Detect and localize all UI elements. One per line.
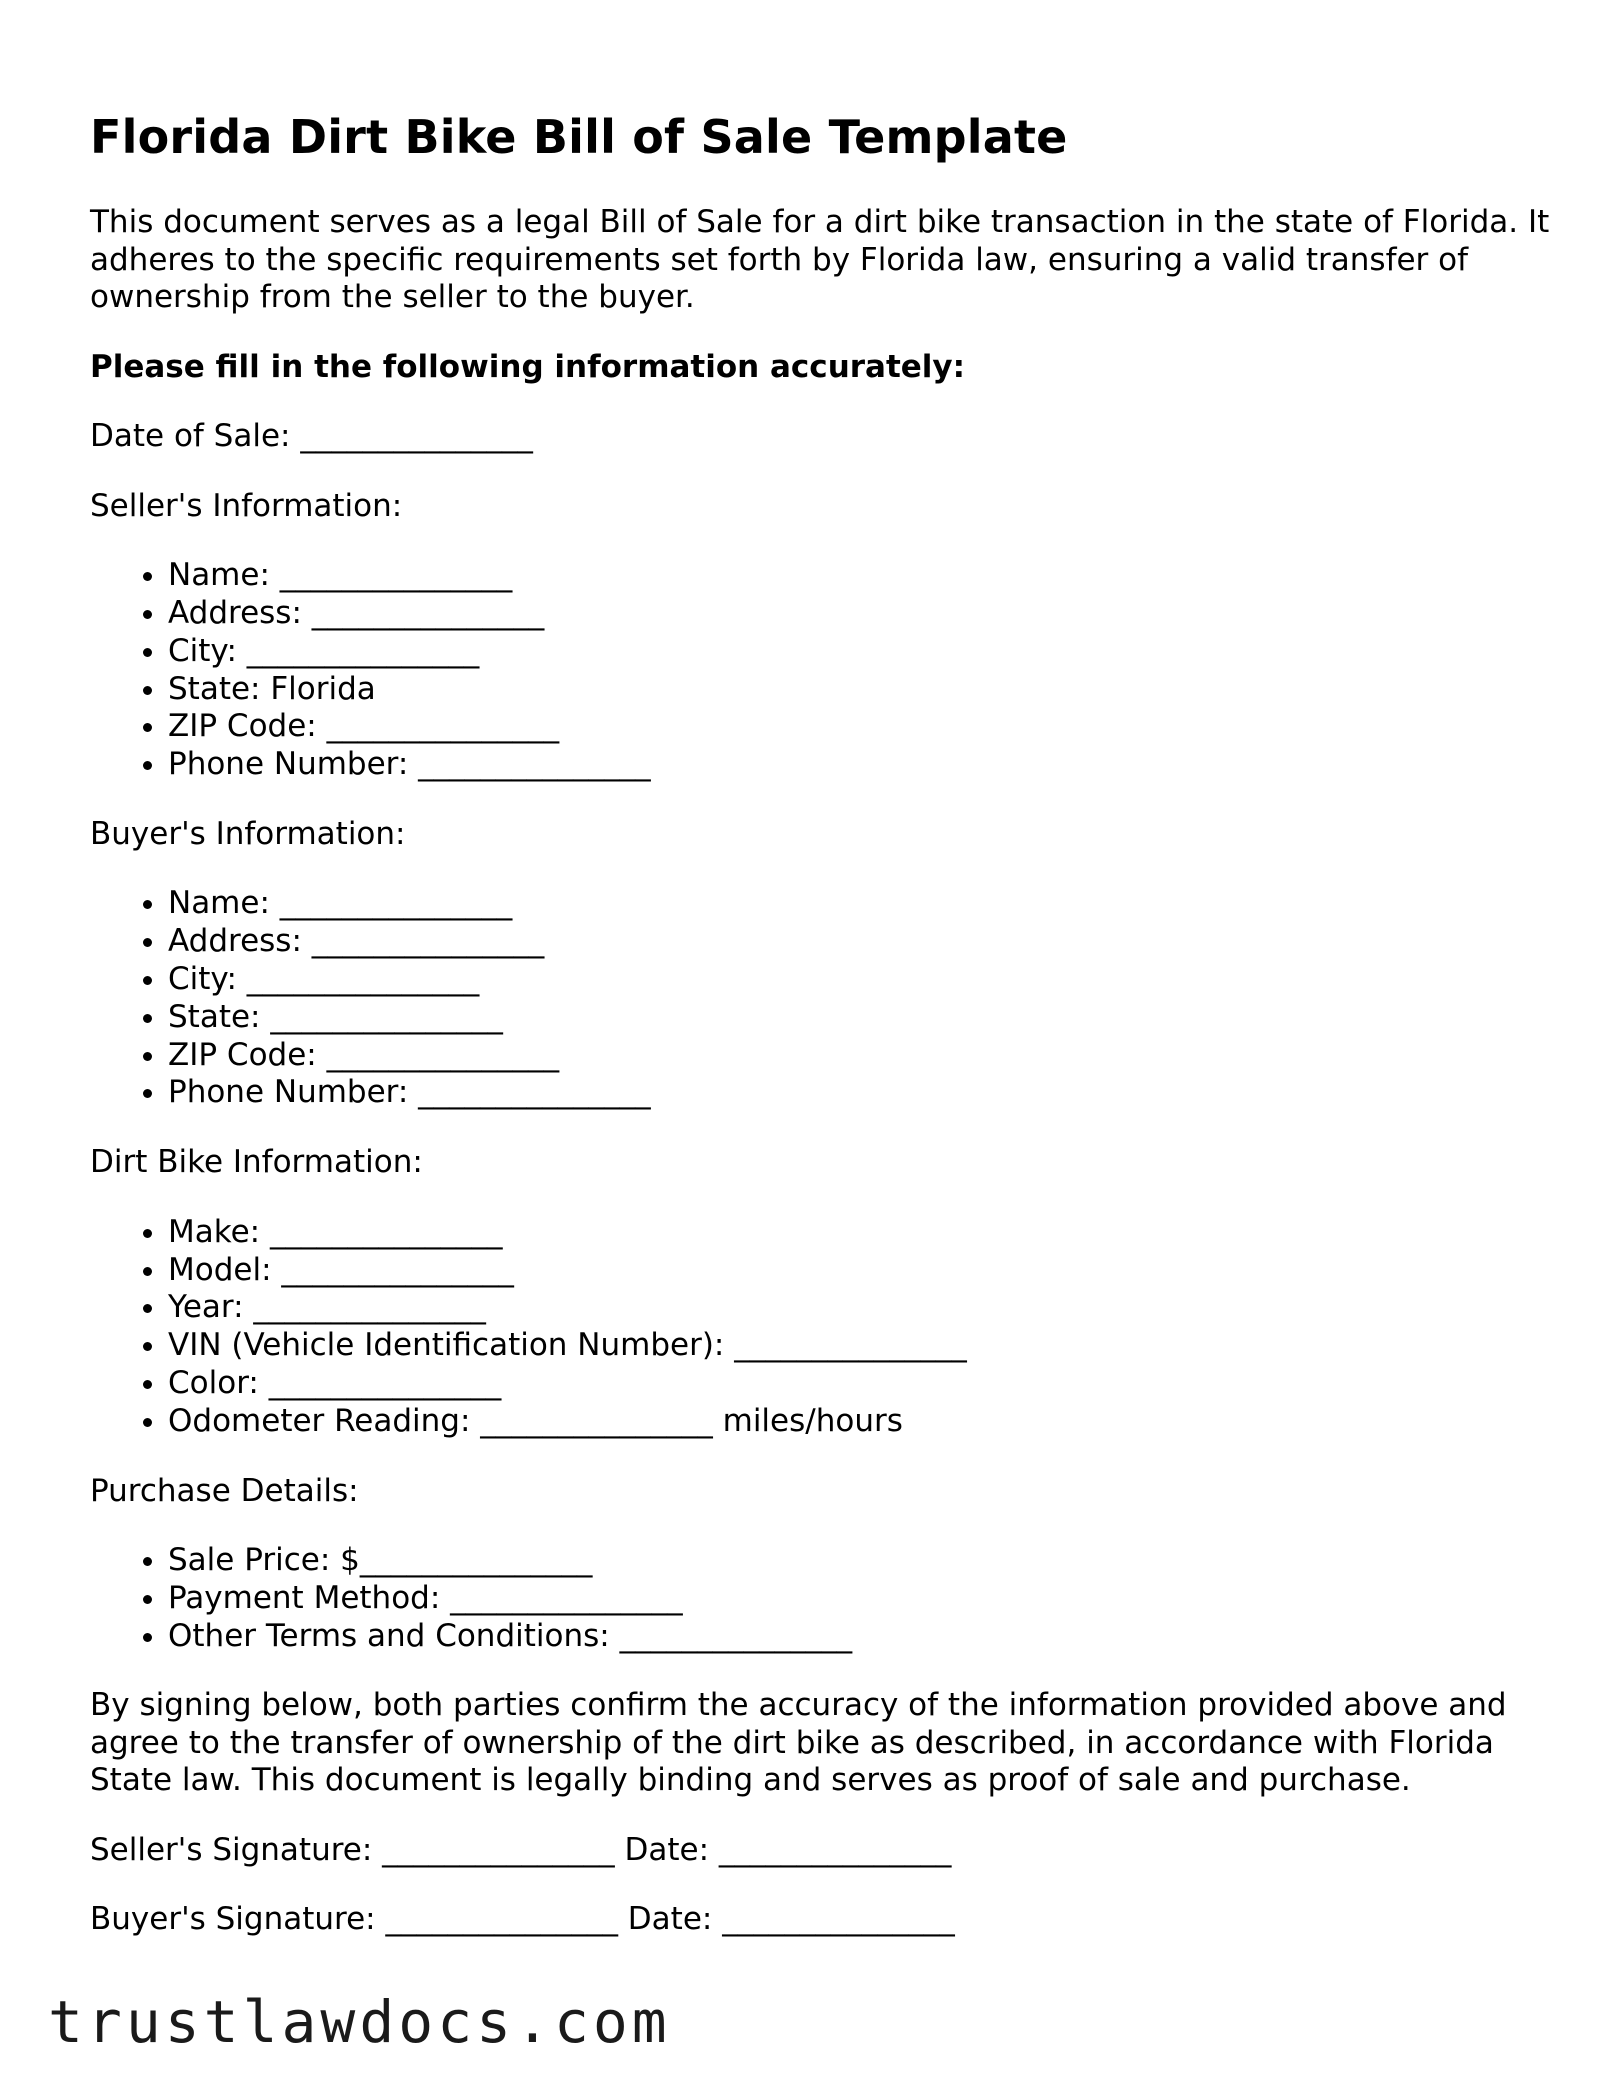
- closing-paragraph: By signing below, both parties confirm the accuracy of the information provided above and agree to the transfer of ownership of the dirt bike as described, in accordance with Florida State law. This document is legally binding and serves as proof of sale and purchase.: [90, 1687, 1507, 1799]
- purchase-section-heading: Purchase Details:: [90, 1472, 359, 1509]
- document-page: [90, 0, 1550, 1939]
- instruction-text: Please fill in the following information accurately:: [90, 348, 966, 385]
- watermark-text: trustlawdocs.com: [48, 1988, 671, 2056]
- bike-color-field: • Color: _______________: [168, 1365, 1550, 1403]
- payment-method-field: • Payment Method: _______________: [168, 1580, 1550, 1618]
- seller-zip-field: • ZIP Code: _______________: [168, 708, 1550, 746]
- seller-city-field: • City: _______________: [168, 633, 1550, 671]
- document-title: Florida Dirt Bike Bill of Sale Template: [90, 110, 1068, 164]
- buyer-phone-field: • Phone Number: _______________: [168, 1074, 1550, 1112]
- sale-price-field: • Sale Price: $_______________: [168, 1542, 1550, 1580]
- bike-section-heading: Dirt Bike Information:: [90, 1144, 423, 1181]
- seller-state-field: • State: Florida: [168, 671, 1550, 709]
- other-terms-field: • Other Terms and Conditions: _______________: [168, 1618, 1550, 1656]
- seller-name-field: • Name: _______________: [168, 557, 1550, 595]
- purchase-details-list: [90, 1542, 1550, 1655]
- intro-paragraph: This document serves as a legal Bill of Sale for a dirt bike transaction in the state of Florida. It adheres to the specific requirements set forth by Florida law, ensuring a valid transfer of ownership from the seller to the buyer.: [90, 204, 1550, 316]
- bike-make-field: • Make: _______________: [168, 1214, 1550, 1252]
- seller-address-field: • Address: _______________: [168, 595, 1550, 633]
- bike-model-field: • Model: _______________: [168, 1252, 1550, 1290]
- bike-odometer-field: • Odometer Reading: _______________ miles/hours: [168, 1403, 1550, 1441]
- buyer-city-field: • City: _______________: [168, 961, 1550, 999]
- buyer-section-heading: Buyer's Information:: [90, 815, 406, 852]
- buyer-signature-line: Buyer's Signature: _______________ Date: _______________: [90, 1901, 955, 1938]
- seller-info-list: [90, 557, 1550, 784]
- buyer-info-list: [90, 885, 1550, 1112]
- bike-info-list: [90, 1214, 1550, 1441]
- seller-signature-line: Seller's Signature: _______________ Date: _______________: [90, 1831, 952, 1868]
- seller-phone-field: • Phone Number: _______________: [168, 746, 1550, 784]
- seller-section-heading: Seller's Information:: [90, 487, 403, 524]
- buyer-address-field: • Address: _______________: [168, 923, 1550, 961]
- buyer-state-field: • State: _______________: [168, 999, 1550, 1037]
- buyer-name-field: • Name: _______________: [168, 885, 1550, 923]
- date-of-sale-field: Date of Sale: _______________: [90, 418, 533, 455]
- bike-vin-field: • VIN (Vehicle Identification Number): _______________: [168, 1327, 1550, 1365]
- buyer-zip-field: • ZIP Code: _______________: [168, 1037, 1550, 1075]
- bike-year-field: • Year: _______________: [168, 1289, 1550, 1327]
